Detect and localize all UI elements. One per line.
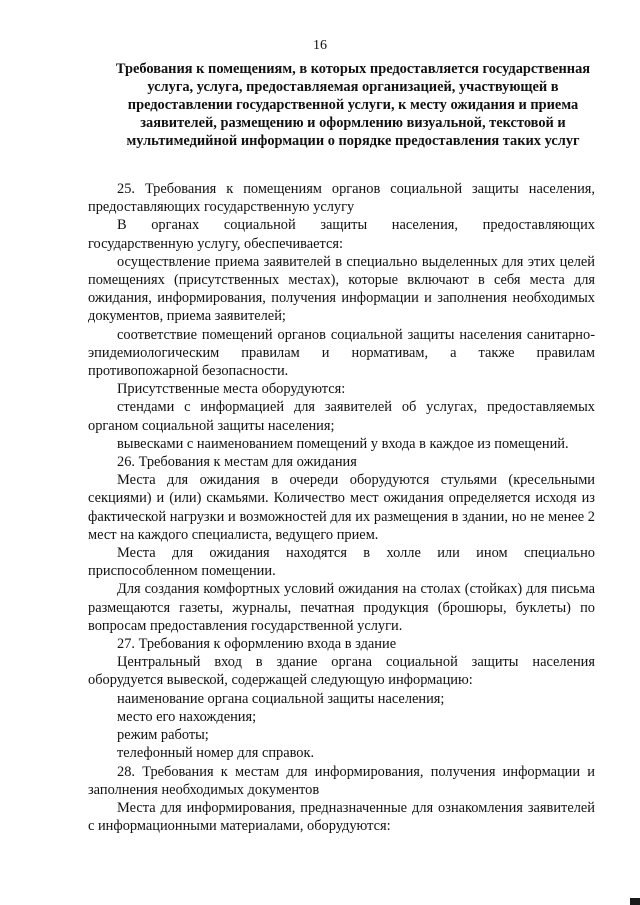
list-item-working-hours: режим работы;	[117, 727, 209, 744]
paragraph-info-places: Места для информирования, предназначенные для ознакомления заявителей с информационными материалами, оборудуются:	[88, 799, 595, 835]
paragraph-comfort: Для создания комфортных условий ожидания на столах (стойках) для письма размещаются газеты, журналы, печатная продукция (брошюры, буклеты) по вопросам предоставления государственной услуги.	[88, 581, 595, 634]
paragraph-waiting-seats: Места для ожидания в очереди оборудуются стульями (кресельными секциями) и (или) скамьями. Количество мест ожидания определяется исходя из фактической нагрузки и возможностей для их размещения в здании, но не менее 2 мест на каждого специалиста, ведущего прием.	[88, 472, 595, 543]
paragraph-25-title: 25. Требования к помещениям органов социальной защиты населения, предоставляющих государственную услугу	[88, 181, 595, 216]
paragraph-compliance: соответствие помещений органов социальной защиты населения санитарно-эпидемиологическим правилам и нормативам, а также правилам противопожарной безопасности.	[88, 326, 595, 380]
paragraph-provision-intro: В органах социальной защиты населения, предоставляющих государственную услугу, обеспечивается:	[88, 217, 595, 252]
paragraph-reception: осуществление приема заявителей в специально выделенных для этих целей помещениях (присутственных местах), которые включают в себя места для ожидания, информирования, получения информации и заполнения необходимых документов, приема заявителей;	[88, 253, 595, 325]
list-item-location: место его нахождения;	[117, 708, 257, 725]
section-heading: Требования к помещениям, в которых предоставляется государственная услуга, услуга, предоставляемая организацией, участвующей в предоставлении государственной услуги, к месту ожидания и приема заявителей, размещению и оформлению визуальной, текстовой и мультимедийной информации о порядке предоставления таких услуг	[115, 61, 591, 149]
paragraph-28-title: 28. Требования к местам для информирования, получения информации и заполнения необходимых документов	[88, 763, 595, 798]
paragraph-26-title: 26. Требования к местам для ожидания	[117, 454, 357, 471]
page-number: 16	[313, 38, 327, 53]
paragraph-equipment-intro: Присутственные места оборудуются:	[117, 381, 346, 398]
paragraph-stands: стендами с информацией для заявителей об услугах, предоставляемых органом социальной защиты населения;	[88, 399, 595, 434]
paragraph-waiting-location: Места для ожидания находятся в холле или ином специально приспособленном помещении.	[88, 545, 595, 580]
paragraph-27-title: 27. Требования к оформлению входа в здание	[117, 636, 397, 653]
paragraph-entrance: Центральный вход в здание органа социальной защиты населения оборудуется вывеской, содержащей следующую информацию:	[88, 654, 595, 689]
paragraph-signboards: вывесками с наименованием помещений у входа в каждое из помещений.	[117, 435, 569, 452]
scan-corner-mark	[630, 898, 640, 905]
document-body	[88, 180, 595, 835]
list-item-phone: телефонный номер для справок.	[117, 745, 315, 762]
list-item-authority-name: наименование органа социальной защиты населения;	[117, 690, 445, 707]
